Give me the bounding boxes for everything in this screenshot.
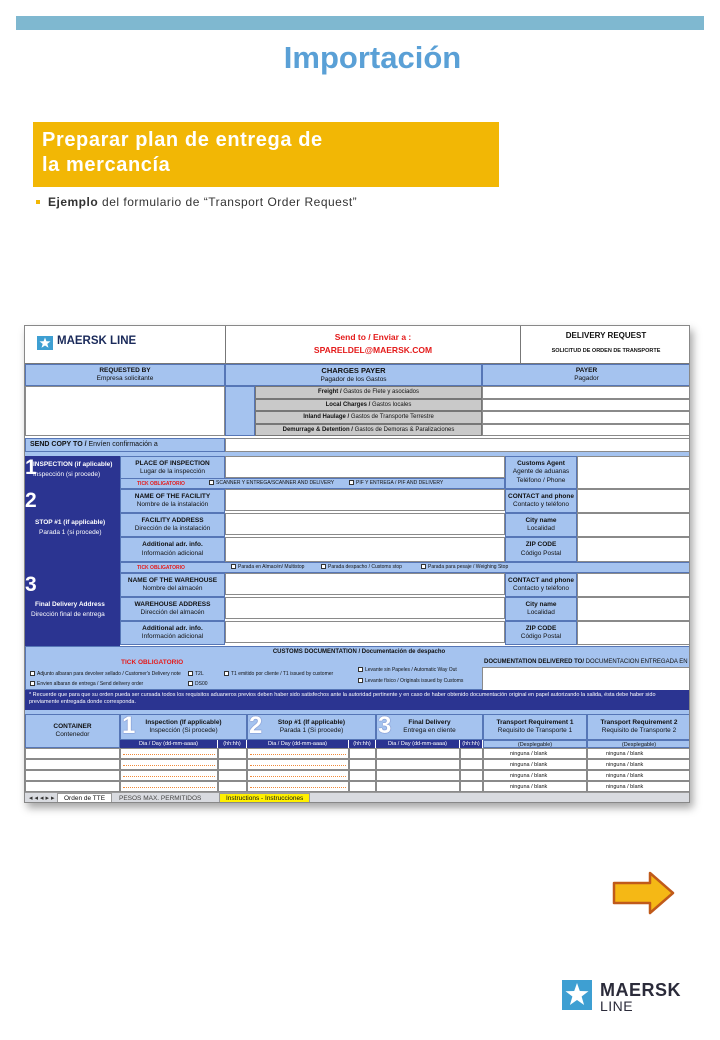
date-cell[interactable] [218, 770, 247, 781]
col-final [376, 714, 483, 740]
date-cell[interactable] [376, 781, 460, 792]
final-additional-text: Información adicional [141, 633, 204, 640]
warehouse-name-text: NAME OF THE WAREHOUSE [127, 576, 218, 584]
section-3-sub: Dirección final de entrega [31, 611, 105, 618]
customs-agent-label [505, 456, 577, 489]
tab-pesos-max[interactable]: PESOS MAX. PERMITIDOS [119, 795, 202, 802]
place-insp-es: Lugar de la inspección [139, 468, 206, 475]
col-container [25, 714, 120, 748]
solicitud-title: SOLICITUD DE ORDEN DE TRANSPORTE [551, 348, 661, 354]
stop-additional-text: Información adicional [141, 549, 204, 557]
checkbox-icon [321, 564, 326, 569]
col-tr2-es: Requisito de Transporte 2 [601, 727, 677, 734]
date-cell[interactable] [460, 759, 483, 770]
section-2-number: 2 [25, 489, 37, 512]
facility-address-text: Dirección de la instalación [134, 525, 211, 532]
final-city-text: Localidad [527, 609, 555, 616]
empresa-label: Empresa solicitante [96, 375, 154, 382]
chk4-label: Parada despacho / Customs stop [328, 564, 402, 570]
payer-label: PAYER [575, 366, 598, 374]
final-contact-text: CONTACT and phone [508, 576, 574, 584]
facility-address-label [120, 513, 225, 537]
date-placeholder-line [250, 765, 346, 766]
date-placeholder-line [250, 776, 346, 777]
date-cell[interactable] [376, 748, 460, 759]
final-city-text: City name [525, 600, 557, 608]
checkbox-weighing[interactable] [421, 564, 508, 570]
banner-line-1: Preparar plan de entrega de [42, 129, 323, 151]
send-copy-bold: SEND COPY TO / [30, 441, 87, 448]
date-cell[interactable] [247, 748, 349, 759]
stop-contact-text: CONTACT and phone [508, 492, 574, 500]
sheet-tab-bar [25, 792, 690, 803]
date-placeholder-line [250, 787, 346, 788]
col-inspection [120, 714, 247, 740]
customs-doc-title: CUSTOMS DOCUMENTATION / Documentación de despacho [272, 649, 446, 655]
checkbox-scanner[interactable] [209, 480, 334, 486]
date-cell[interactable] [460, 781, 483, 792]
stop-zip-label [505, 537, 577, 562]
bullet-rest: del formulario de “Transport Order Request” [98, 195, 358, 209]
final-contact-label [505, 573, 577, 597]
date-cell[interactable] [120, 759, 218, 770]
date-cell[interactable] [218, 759, 247, 770]
col-stop-es: Parada 1 (Si procede) [279, 727, 344, 734]
maersk-star-icon [37, 336, 53, 350]
date-subheader: (hh:hh) [460, 740, 483, 748]
bullet-bold: Ejemplo [48, 195, 99, 209]
tr2-subheader: (Desplegable) [587, 740, 690, 748]
tr1-select[interactable]: ninguna / blank [483, 770, 587, 781]
doc-deliv-text: DOCUMENTACION ENTREGADA EN [584, 659, 688, 665]
stop-additional-label [120, 537, 225, 562]
chk1-label: SCANNER Y ENTREGA/SCANNER AND DELIVERY [216, 480, 335, 486]
charges-payer-label: CHARGES PAYER [321, 365, 386, 375]
date-cell[interactable] [460, 770, 483, 781]
checkbox-icon [188, 681, 193, 686]
col-insp-es: Inspección (Si procede) [149, 727, 218, 734]
tr2-select[interactable]: ninguna / blank [587, 759, 690, 770]
doc-checkbox-6[interactable] [358, 678, 463, 684]
page-title: Importación [283, 40, 462, 75]
tr2-select[interactable]: ninguna / blank [587, 770, 690, 781]
customs-note: * Recuerde que para que su orden pueda ser cursada todos los requisitos aduaneros previos deben haber sido satisfechos ante la autoridad pertinente y en caso de haber obtenido documentación original en papel autorizando la salida, ésta debe haber sido previamente entregada donde corresponda. [25, 690, 690, 710]
date-cell[interactable] [247, 770, 349, 781]
checkbox-multistop[interactable] [231, 564, 304, 570]
doc-chk-label: T1 emitido por cliente / T1 issued by customer [231, 671, 334, 677]
tr1-subheader: (Desplegable) [483, 740, 587, 748]
col-final-es: Entrega en cliente [403, 727, 456, 734]
checkbox-icon [224, 671, 229, 676]
send-copy-field[interactable] [225, 438, 690, 452]
delivery-request-title: DELIVERY REQUEST [565, 331, 647, 340]
date-cell[interactable] [460, 748, 483, 759]
col-container-en: CONTAINER [53, 722, 92, 730]
place-inspection-label [120, 456, 225, 480]
charge-row [255, 411, 482, 424]
section-2-title: STOP #1 (if applicable) [35, 519, 106, 526]
container-cell[interactable] [25, 781, 120, 792]
stop-additional-field[interactable] [225, 537, 505, 562]
col-tr1 [483, 714, 587, 740]
pagador-label: Pagador [574, 375, 599, 382]
tr1-select[interactable]: ninguna / blank [483, 748, 587, 759]
charge-bold: Inland Haulage / [303, 414, 350, 420]
stop-additional-text: Additional adr. info. [142, 541, 203, 549]
section-banner [33, 122, 499, 187]
section-2-sub: Parada 1 (si procede) [39, 529, 102, 536]
tick-row-2 [120, 562, 690, 573]
stop-city-label [505, 513, 577, 537]
charge-bold: Freight / [317, 389, 342, 395]
col-tr2-en: Transport Requirement 2 [600, 718, 678, 726]
final-city-field[interactable] [577, 597, 690, 621]
section-3-number: 3 [25, 573, 37, 596]
facility-name-label [120, 489, 225, 513]
doc-checkbox-2[interactable] [188, 671, 204, 677]
doc-checkbox-5[interactable] [358, 667, 457, 673]
date-subheader: Dia / Day (dd-mm-aaaa) [247, 740, 349, 748]
charge-bold: Local Charges / [325, 401, 371, 408]
checkbox-icon [30, 671, 35, 676]
send-copy-header [25, 438, 225, 452]
charge-bold: Demurrage & Detention / [282, 426, 353, 433]
tab-instructions[interactable]: Instructions - Instrucciones [219, 793, 310, 803]
doc-chk-label: T2L [195, 671, 204, 677]
warehouse-address-field[interactable] [225, 597, 505, 619]
doc-deliv-bold: DOCUMENTATION DELIVERED TO/ [484, 659, 585, 665]
customs-agent-en: Customs Agent [517, 459, 565, 467]
charge-row [255, 424, 482, 437]
doc-delivered-field[interactable] [482, 667, 690, 691]
date-cell[interactable] [218, 781, 247, 792]
doc-checkbox-4[interactable] [224, 671, 333, 677]
checkbox-icon [349, 480, 354, 485]
customs-agent-field[interactable] [577, 456, 690, 489]
doc-chk-label: Levante físico / Originals issued by Customs [365, 678, 464, 684]
pagador-gastos-label: Pagador de los Gastos [320, 375, 387, 383]
doc-checkbox-1[interactable] [30, 681, 143, 687]
stop-zip-field[interactable] [577, 537, 690, 562]
charge-spacer [225, 386, 255, 436]
charge-row [255, 386, 482, 399]
date-placeholder-line [123, 776, 215, 777]
col-container-es: Contenedor [55, 731, 90, 738]
final-additional-field[interactable] [225, 621, 505, 643]
date-cell[interactable] [120, 770, 218, 781]
stop-contact-label [505, 489, 577, 513]
place-insp-en: PLACE OF INSPECTION [135, 459, 210, 467]
send-to-email[interactable]: SPARELDEL@MAERSK.COM [313, 345, 433, 355]
charge-payer-field[interactable] [482, 411, 690, 424]
final-additional-label [120, 621, 225, 645]
doc-checkbox-0[interactable] [30, 671, 181, 677]
charges-payer-header [225, 364, 482, 386]
stop-city-field[interactable] [577, 513, 690, 537]
charge-text: Gastos de Demoras & Paralizaciones [352, 426, 455, 433]
date-cell[interactable] [349, 759, 376, 770]
final-contact-text: Contacto y teléfono [512, 585, 569, 592]
final-zip-text: ZIP CODE [525, 624, 557, 632]
stop-zip-text: Código Postal [520, 549, 562, 557]
requested-by-header [25, 364, 225, 386]
doc-delivered-label [484, 659, 688, 665]
checkbox-pif[interactable] [349, 480, 443, 486]
chk5-label: Parada para pesaje / Weighing Stop [428, 564, 509, 570]
charge-text: Gastos de Transporte Terrestre [349, 414, 434, 420]
chk2-label: PIF Y ENTREGA / PIF AND DELIVERY [356, 480, 444, 486]
section-final-delivery [25, 573, 120, 646]
logo-line-1: MAERSK [600, 980, 682, 1000]
final-zip-field[interactable] [577, 621, 690, 645]
stop-city-text: Localidad [527, 525, 555, 532]
checkbox-icon [358, 678, 363, 683]
date-cell[interactable] [120, 781, 218, 792]
col-tr1-en: Transport Requirement 1 [496, 718, 574, 726]
section-stop [25, 489, 120, 573]
col-final-number: 3 [378, 712, 392, 739]
facility-address-text: FACILITY ADDRESS [141, 516, 204, 524]
facility-name-text: NAME OF THE FACILITY [134, 492, 211, 500]
checkbox-icon [358, 667, 363, 672]
customs-doc-block [25, 646, 690, 690]
warehouse-address-label [120, 597, 225, 621]
date-placeholder-line [123, 787, 215, 788]
section-inspection [25, 456, 120, 489]
col-insp-number: 1 [122, 712, 136, 739]
top-decor-bar [16, 16, 704, 30]
final-zip-label [505, 621, 577, 645]
warehouse-name-field[interactable] [225, 573, 505, 595]
date-cell[interactable] [247, 759, 349, 770]
form-brand: MAERSK LINE [57, 335, 137, 347]
tab-orden-tte[interactable]: Orden de TTE [57, 793, 112, 803]
date-subheader: (hh:hh) [349, 740, 376, 748]
checkbox-icon [421, 564, 426, 569]
facility-name-field[interactable] [225, 489, 505, 511]
section-3-title: Final Delivery Address [35, 601, 105, 608]
section-1-title: INSPECTION (if aplicable) [33, 461, 113, 468]
col-tr1-es: Requisito de Transporte 1 [497, 727, 573, 734]
warehouse-address-text: WAREHOUSE ADDRESS [134, 600, 211, 608]
charge-text: Gastos locales [370, 401, 412, 408]
date-subheader: Dia / Day (dd-mm-aaaa) [376, 740, 460, 748]
final-contact-field[interactable] [577, 573, 690, 597]
container-cell[interactable] [25, 759, 120, 770]
charge-payer-field[interactable] [482, 386, 690, 399]
doc-chk-label: DS00 [195, 681, 208, 687]
tick-label-3: TICK OBLIGATORIO [121, 659, 184, 666]
date-placeholder-line [250, 754, 346, 755]
stop-contact-field[interactable] [577, 489, 690, 513]
tick-label-2: TICK OBLIGATORIO [137, 565, 185, 571]
doc-chk-label: Levante sin Papeles / Automatic Way Out [365, 667, 457, 673]
stop-city-text: City name [525, 516, 557, 524]
date-cell[interactable] [120, 748, 218, 759]
checkbox-icon [231, 564, 236, 569]
tick-row-1 [120, 478, 505, 489]
tr2-select[interactable]: ninguna / blank [587, 748, 690, 759]
logo-line-2: LINE [600, 998, 634, 1014]
section-1-number: 1 [25, 456, 37, 479]
tr2-select[interactable]: ninguna / blank [587, 781, 690, 792]
date-subheader: (hh:hh) [218, 740, 247, 748]
doc-chk-label: Adjunto albaran para devolver sellado / Customer's Delivery note [37, 671, 181, 677]
charge-row [255, 399, 482, 412]
container-cell[interactable] [25, 770, 120, 781]
charge-payer-field[interactable] [482, 399, 690, 412]
transport-order-form [24, 325, 690, 803]
requested-by-field[interactable] [25, 386, 225, 436]
final-additional-text: Additional adr. info. [142, 624, 203, 632]
customs-agent-tel: Teléfono / Phone [516, 476, 566, 484]
warehouse-name-label [120, 573, 225, 597]
chk3-label: Parada en Almacén/ Multistop [238, 564, 305, 570]
tick-label-1: TICK OBLIGATORIO [137, 481, 185, 487]
warehouse-name-text: Nombre del almacén [142, 585, 203, 592]
date-placeholder-line [123, 765, 215, 766]
charge-payer-field[interactable] [482, 424, 690, 437]
date-subheader: Dia / Day (dd-mm-aaaa) [120, 740, 218, 748]
date-cell[interactable] [376, 759, 460, 770]
col-stop-en: Stop #1 (If applicable) [277, 718, 346, 726]
requested-by-label: REQUESTED BY [99, 366, 151, 374]
doc-checkbox-3[interactable] [188, 681, 208, 687]
final-zip-text: Código Postal [520, 633, 562, 640]
container-cell[interactable] [25, 748, 120, 759]
col-stop [247, 714, 376, 740]
send-to-label: Send to / Enviar a : [334, 332, 412, 342]
tr1-select[interactable]: ninguna / blank [483, 781, 587, 792]
banner-line-2: la mercancía [42, 154, 171, 176]
checkbox-icon [209, 480, 214, 485]
final-city-label [505, 597, 577, 621]
date-cell[interactable] [349, 748, 376, 759]
next-arrow-icon[interactable] [612, 871, 676, 920]
date-cell[interactable] [349, 770, 376, 781]
section-1-sub: Inspección (si procede) [33, 471, 101, 478]
bullet-icon [36, 200, 40, 204]
payer-header [482, 364, 690, 386]
charge-text: Gastos de Flete y asociados [341, 389, 420, 395]
customs-agent-es: Agente de aduanas [512, 468, 570, 476]
checkbox-icon [30, 681, 35, 686]
maersk-logo-star-icon [562, 980, 592, 1010]
checkbox-customs-stop[interactable] [321, 564, 402, 570]
col-tr2 [587, 714, 690, 740]
date-cell[interactable] [349, 781, 376, 792]
send-copy-label: Envíen confirmación a [86, 441, 158, 448]
facility-name-text: Nombre de la instalación [136, 501, 209, 508]
warehouse-address-text: Dirección del almacén [140, 609, 205, 616]
tr1-select[interactable]: ninguna / blank [483, 759, 587, 770]
date-cell[interactable] [218, 748, 247, 759]
date-placeholder-line [123, 754, 215, 755]
col-final-en: Final Delivery [408, 718, 451, 726]
facility-address-field[interactable] [225, 513, 505, 535]
checkbox-icon [188, 671, 193, 676]
tab-nav-arrows-icon[interactable]: ◂◂◂▸▸ [29, 795, 57, 802]
place-inspection-field[interactable] [225, 456, 505, 478]
doc-chk-label: Envien albaran de entrega / Send delivery order [37, 681, 144, 687]
stop-contact-text: Contacto y teléfono [512, 501, 569, 508]
bullet-text [36, 195, 357, 209]
date-cell[interactable] [247, 781, 349, 792]
stop-zip-text: ZIP CODE [525, 541, 557, 549]
col-stop-number: 2 [249, 712, 263, 739]
date-cell[interactable] [376, 770, 460, 781]
col-insp-en: Inspection (If applicable) [145, 718, 222, 726]
